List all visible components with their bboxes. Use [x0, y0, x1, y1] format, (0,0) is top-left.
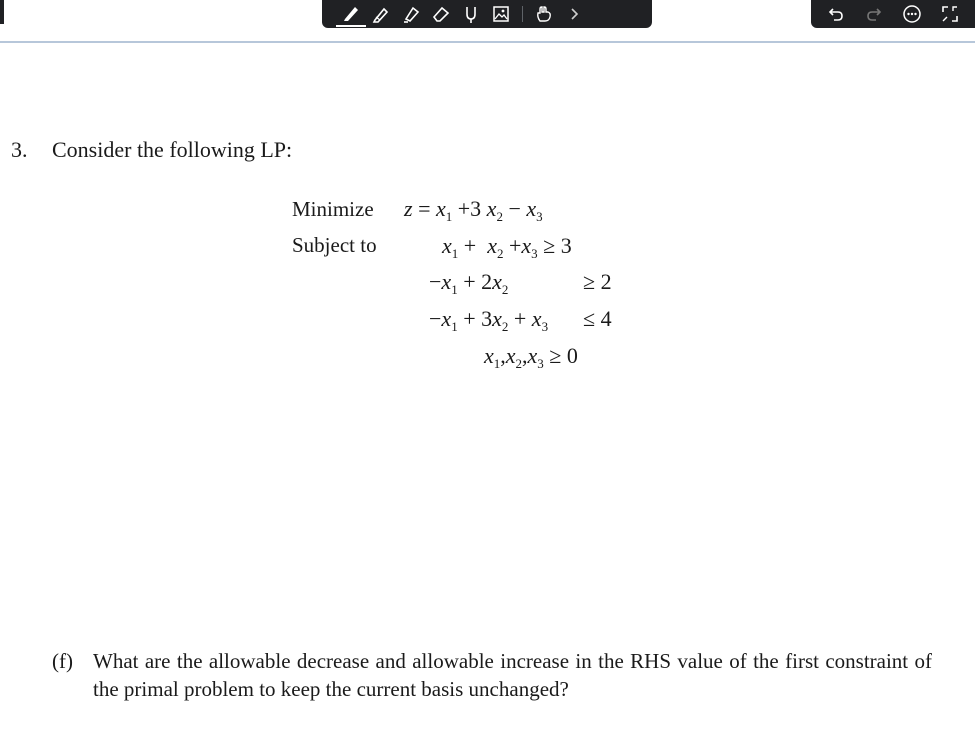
nn-comma-2: , — [522, 343, 528, 368]
history-toolbar — [811, 0, 975, 28]
c2-x2-sub: 2 — [501, 282, 509, 297]
part-f-label: (f) — [52, 649, 73, 673]
obj-x3-sub: 3 — [536, 209, 543, 224]
obj-x3: x — [526, 196, 537, 221]
more-tools-button[interactable] — [559, 1, 589, 27]
undo-button[interactable] — [822, 1, 850, 27]
obj-x2: x — [486, 196, 497, 221]
c1-op1: + — [463, 233, 477, 258]
c1-x3: x — [521, 233, 532, 258]
nn-x2: x — [505, 343, 516, 368]
eraser-icon — [431, 4, 451, 24]
obj-x1-sub: 1 — [445, 209, 453, 224]
c2-x1-sub: 1 — [451, 282, 458, 297]
obj-x2-sub: 2 — [496, 209, 503, 224]
c3-x1-sub: 1 — [451, 319, 458, 334]
constraint-1 — [442, 233, 572, 262]
c2-x1: x — [441, 269, 452, 294]
constraint-3-rhs — [583, 306, 612, 332]
expand-button[interactable] — [936, 1, 964, 27]
c1-op2: + — [508, 233, 522, 258]
c2-rhs: 2 — [600, 269, 612, 294]
obj-x1: x — [435, 196, 446, 221]
c1-x1: x — [442, 233, 452, 258]
obj-lhs: z — [404, 196, 413, 221]
c1-x1-sub: 1 — [451, 246, 459, 261]
constraint-2 — [429, 269, 508, 298]
c3-op1: + — [463, 306, 476, 331]
pencil-icon — [371, 4, 391, 24]
hand-icon — [534, 4, 554, 24]
c2-neg: − — [429, 269, 442, 294]
nn-rhs: 0 — [566, 343, 578, 368]
c3-op2: + — [513, 306, 527, 331]
obj-op1: + — [457, 196, 471, 221]
hand-tool-button[interactable] — [529, 1, 559, 27]
c1-x3-sub: 3 — [531, 246, 538, 261]
c2-rel: ≥ — [583, 269, 596, 294]
toolbar-separator — [522, 6, 523, 22]
nn-rel: ≥ — [549, 343, 562, 368]
c1-rhs: 3 — [560, 233, 572, 258]
nonnegativity-constraint — [484, 343, 578, 372]
nn-x1: x — [484, 343, 494, 368]
nn-x1-sub: 1 — [493, 356, 501, 371]
c3-x2: x — [492, 306, 502, 331]
lasso-icon — [461, 4, 481, 24]
c3-rel: ≤ — [583, 306, 596, 331]
window-corner — [0, 0, 4, 24]
c3-neg: − — [429, 306, 442, 331]
drawing-toolbar — [322, 0, 652, 28]
question-number: 3. — [11, 137, 28, 162]
toolbar-divider — [0, 41, 975, 43]
more-icon — [902, 4, 922, 24]
c3-x1: x — [441, 306, 452, 331]
part-f-question: What are the allowable decrease and allowable increase in the RHS value of the first constraint of the primal problem to keep the current basis unchanged? — [93, 649, 932, 701]
eraser-tool-button[interactable] — [426, 1, 456, 27]
pencil-tool-button[interactable] — [366, 1, 396, 27]
objective-function — [404, 196, 543, 225]
expand-icon — [940, 4, 960, 24]
c1-rel: ≥ — [543, 233, 556, 258]
c1-x2-sub: 2 — [496, 246, 504, 261]
constraint-3 — [429, 306, 548, 335]
highlighter-icon — [401, 4, 421, 24]
c3-coef: 3 — [481, 306, 493, 331]
image-tool-button[interactable] — [486, 1, 516, 27]
obj-coef2: 3 — [470, 196, 482, 221]
nn-x3-sub: 3 — [537, 356, 544, 371]
undo-icon — [826, 4, 846, 24]
c2-coef: 2 — [481, 269, 493, 294]
c2-op1: + — [463, 269, 476, 294]
nn-comma-1: , — [500, 343, 506, 368]
chevron-right-icon — [564, 4, 584, 24]
c2-x2: x — [492, 269, 502, 294]
c3-x3: x — [531, 306, 542, 331]
obj-op2: − — [508, 196, 521, 221]
pen-icon — [341, 3, 361, 23]
highlighter-tool-button[interactable] — [396, 1, 426, 27]
redo-icon — [864, 4, 884, 24]
constraints-label: Subject to — [292, 233, 377, 257]
obj-eq: = — [418, 196, 431, 221]
question-intro: Consider the following LP: — [52, 137, 293, 162]
c3-rhs: 4 — [600, 306, 612, 331]
pen-tool-button[interactable] — [336, 1, 366, 27]
c1-x2: x — [487, 233, 497, 258]
image-icon — [491, 4, 511, 24]
redo-button[interactable] — [860, 1, 888, 27]
lasso-tool-button[interactable] — [456, 1, 486, 27]
more-options-button[interactable] — [898, 1, 926, 27]
c3-x2-sub: 2 — [501, 319, 509, 334]
nn-x2-sub: 2 — [515, 356, 523, 371]
c3-x3-sub: 3 — [541, 319, 549, 334]
objective-label: Minimize — [292, 197, 374, 221]
constraint-2-rhs — [583, 269, 612, 295]
nn-x3: x — [527, 343, 538, 368]
